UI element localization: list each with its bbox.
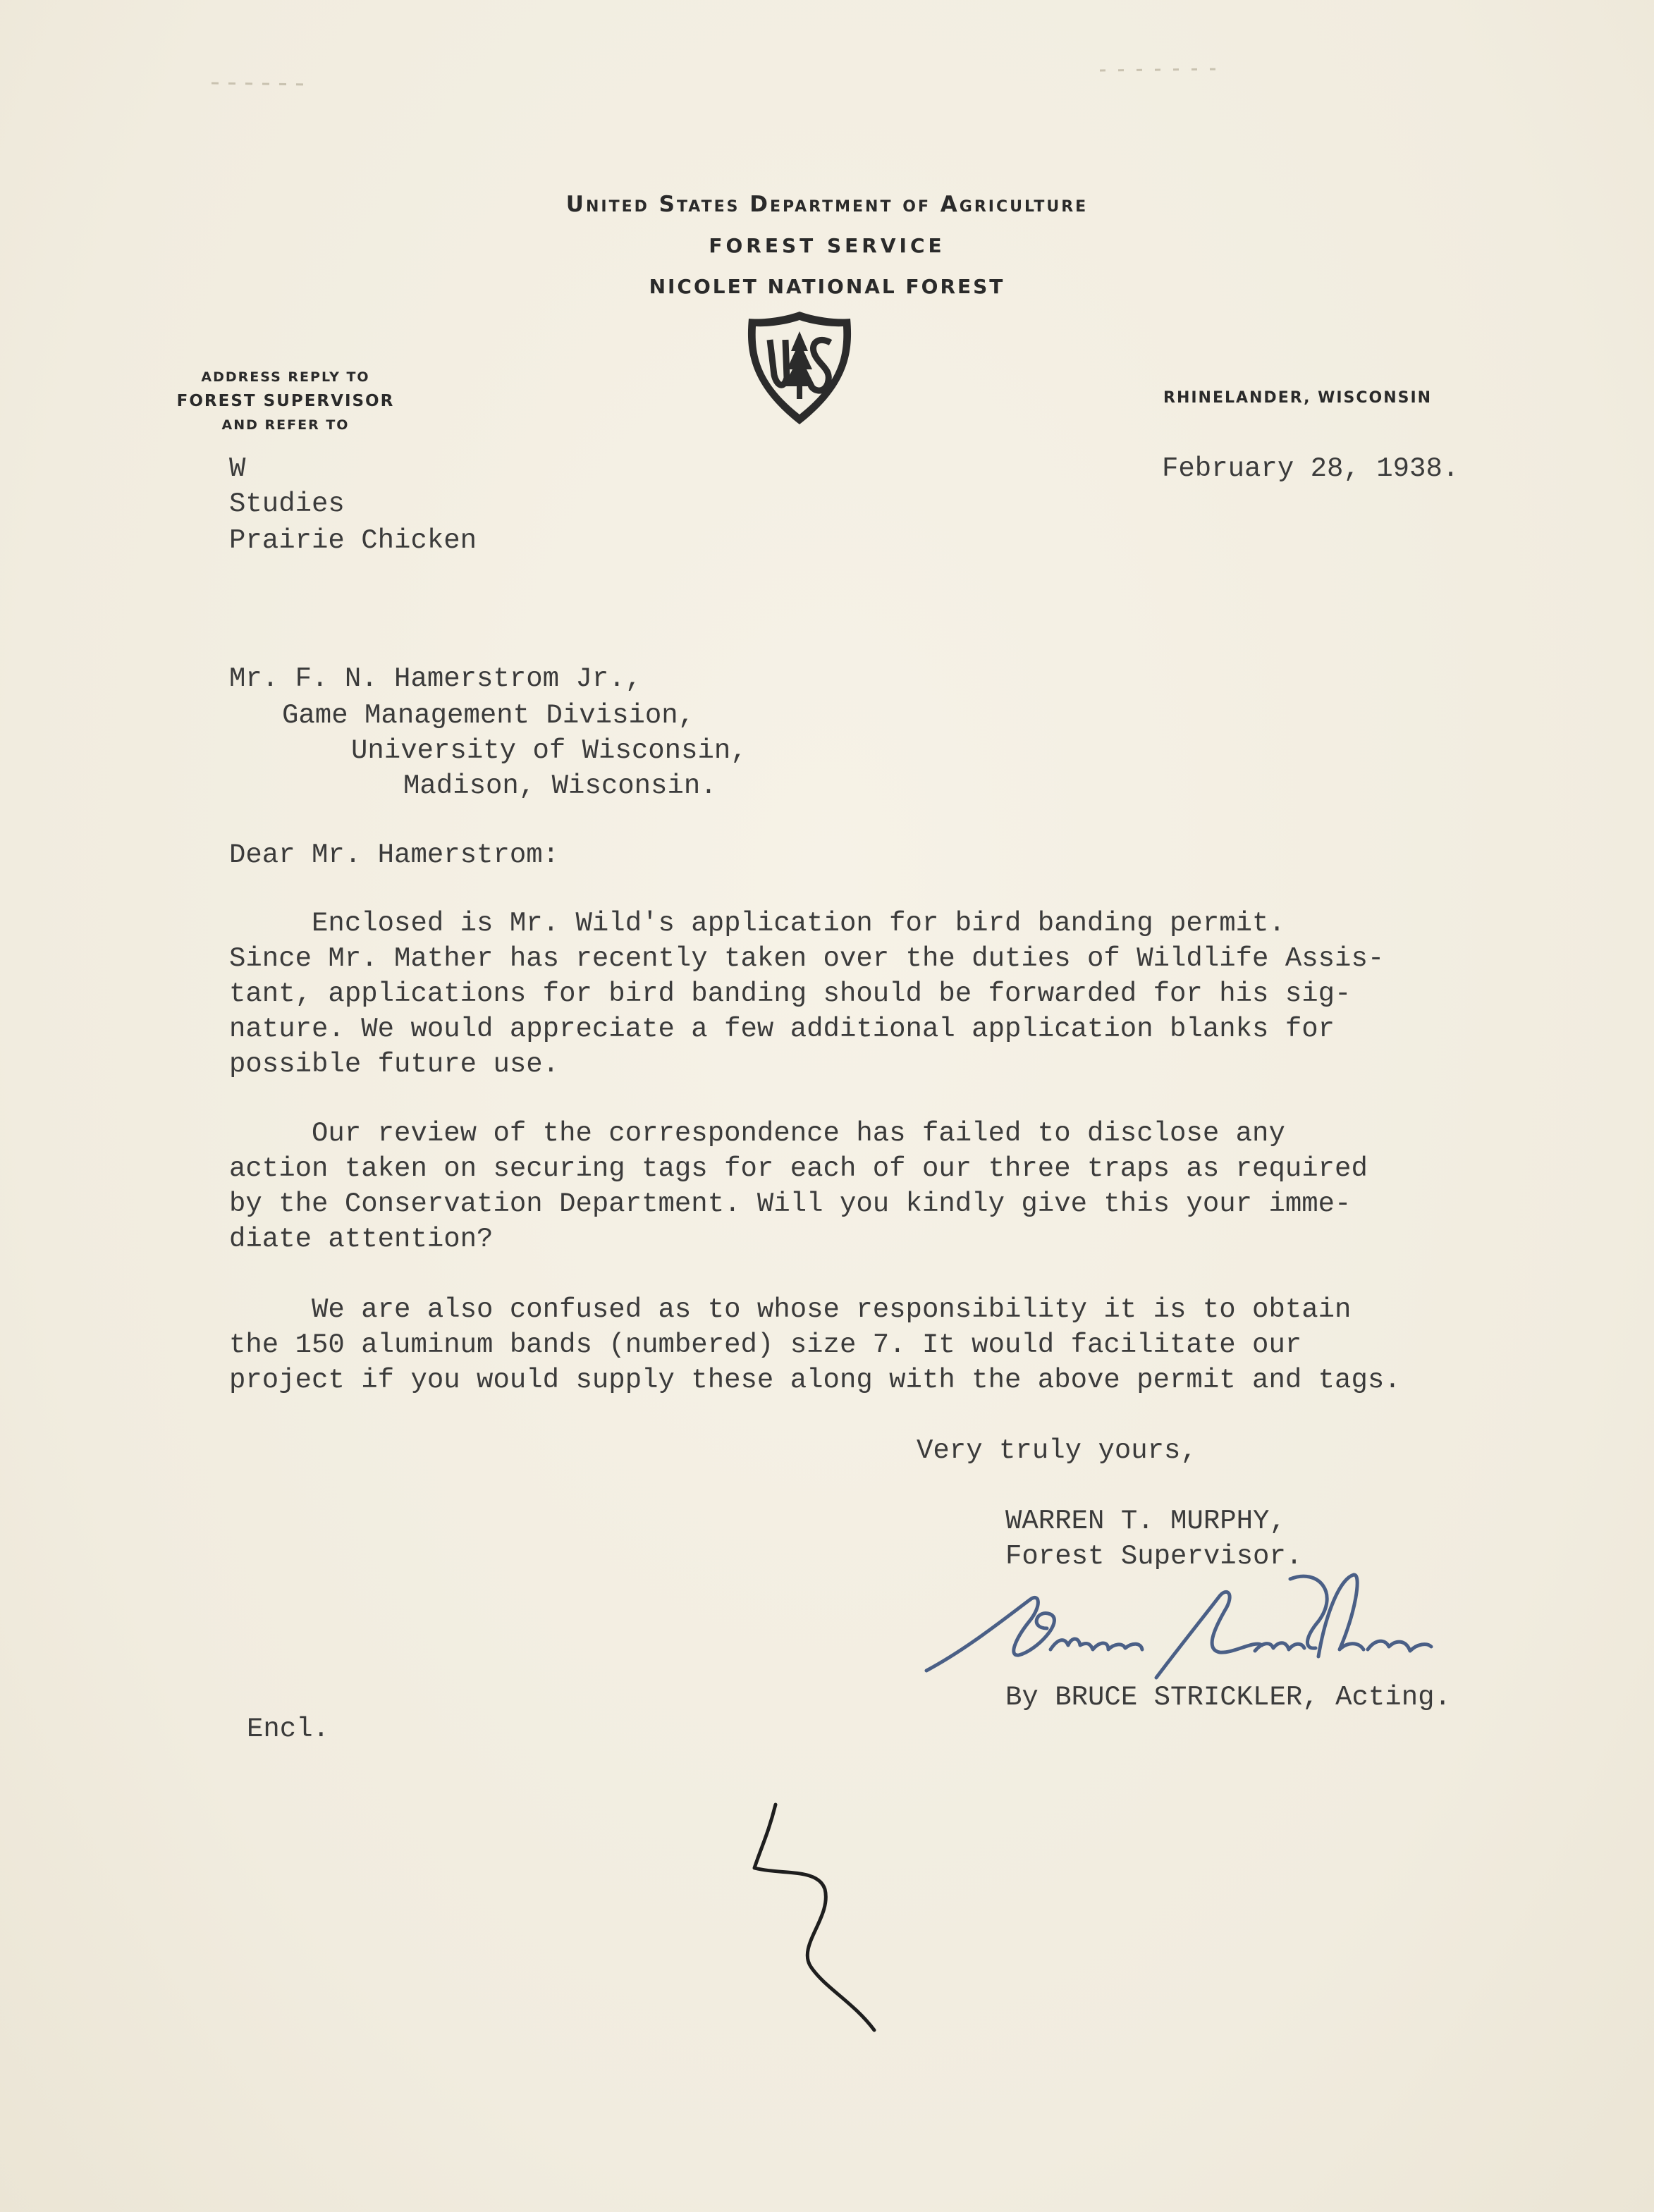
- paper-specks: [0, 0, 1654, 141]
- paragraph-2-line-4: diate attention?: [229, 1224, 494, 1255]
- reference-line-1: Studies: [229, 489, 345, 520]
- paragraph-2-line-2: action taken on securing tags for each of our three traps as required: [229, 1153, 1368, 1184]
- paragraph-3-line-3: project if you would supply these along with the above permit and tags.: [229, 1365, 1401, 1396]
- forest-supervisor: FOREST SUPERVISOR: [176, 392, 395, 410]
- signer-name: WARREN T. MURPHY,: [1005, 1506, 1286, 1537]
- closing: Very truly yours,: [917, 1435, 1197, 1466]
- paragraph-3: [229, 1292, 1484, 1398]
- letterhead-service: FOREST SERVICE: [709, 234, 945, 257]
- paragraph-2-line-1: Our review of the correspondence has failed to disclose any: [229, 1118, 1285, 1149]
- salutation: Dear Mr. Hamerstrom:: [229, 840, 560, 871]
- signed-by: By BRUCE STRICKLER, Acting.: [1005, 1682, 1451, 1713]
- recipient-division: Game Management Division,: [282, 700, 695, 731]
- address-reply-block: [159, 365, 412, 437]
- handwritten-pencil-mark: [733, 1790, 888, 2044]
- paragraph-1: [229, 906, 1484, 1082]
- letterhead-forest: NICOLET NATIONAL FOREST: [649, 275, 1005, 298]
- paragraph-1-line-4: nature. We would appreciate a few additional application blanks for: [229, 1014, 1335, 1045]
- recipient-university: University of Wisconsin,: [351, 735, 747, 766]
- forest-service-shield-logo: [742, 307, 857, 429]
- recipient-city: Madison, Wisconsin.: [403, 770, 717, 801]
- paragraph-2: [229, 1116, 1484, 1257]
- letterhead-city: RHINELANDER, WISCONSIN: [1163, 389, 1433, 407]
- paragraph-1-line-3: tant, applications for bird banding should be forwarded for his sig-: [229, 978, 1352, 1009]
- paragraph-3-line-1: We are also confused as to whose responsibility it is to obtain: [229, 1294, 1352, 1325]
- paragraph-3-line-2: the 150 aluminum bands (numbered) size 7. It would facilitate our: [229, 1329, 1302, 1360]
- letterhead-department: United States Department of Agriculture: [565, 192, 1089, 217]
- paragraph-1-line-5: possible future use.: [229, 1049, 560, 1080]
- signer-title: Forest Supervisor.: [1005, 1541, 1303, 1572]
- paragraph-1-line-1: Enclosed is Mr. Wild's application for bird banding permit.: [229, 908, 1285, 939]
- reference-line-2: Prairie Chicken: [229, 525, 477, 556]
- recipient-name: Mr. F. N. Hamerstrom Jr.,: [229, 663, 642, 694]
- address-reply-to: ADDRESS REPLY TO: [201, 369, 370, 385]
- paragraph-2-line-3: by the Conservation Department. Will you kindly give this your imme-: [229, 1188, 1352, 1219]
- and-refer-to: AND REFER TO: [221, 417, 350, 433]
- letter-date: February 28, 1938.: [1162, 453, 1459, 484]
- paragraph-1-line-2: Since Mr. Mather has recently taken over the duties of Wildlife Assis-: [229, 943, 1385, 974]
- reference-code: W: [229, 453, 246, 484]
- enclosure-note: Encl.: [247, 1714, 330, 1745]
